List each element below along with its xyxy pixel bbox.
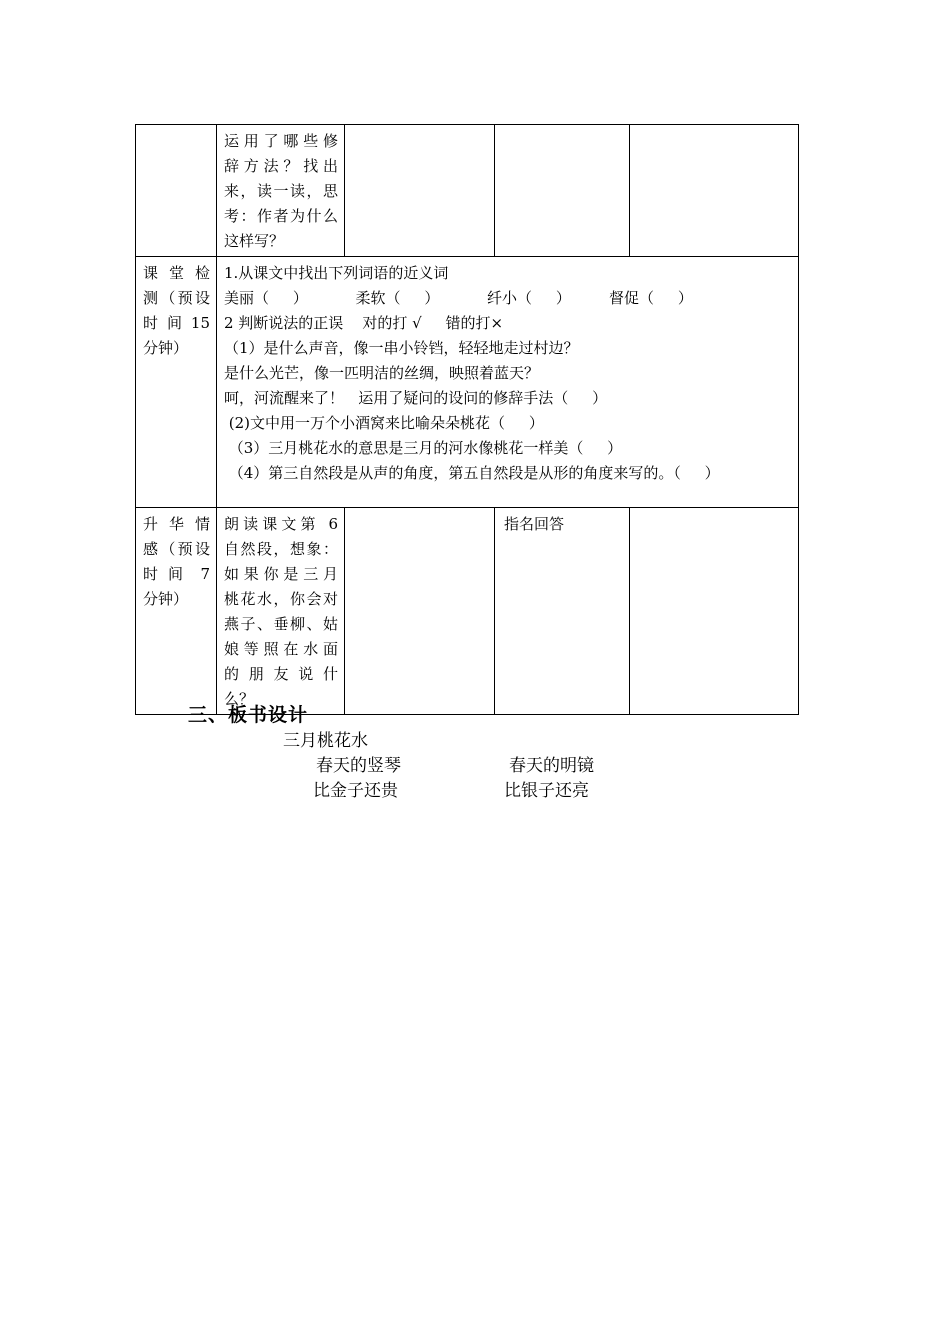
test-line: （4）第三自然段是从声的角度，第五自然段是从形的角度来写的。（ ） <box>224 464 720 482</box>
empty-cell <box>345 508 495 715</box>
label-line: 时 间 15 <box>143 314 210 332</box>
test-line: 呵，河流醒来了！ 运用了疑问的设问的修辞手法（ ） <box>224 389 608 407</box>
row-label-cell <box>136 508 217 715</box>
empty-cell <box>345 125 495 257</box>
classroom-test-cell <box>217 257 799 508</box>
empty-cell <box>495 125 630 257</box>
empty-cell <box>630 508 799 715</box>
lesson-plan-table <box>135 124 799 715</box>
table-row <box>136 125 799 257</box>
board-left-line-1: 春天的竖琴 <box>316 756 401 776</box>
table-row <box>136 508 799 715</box>
row-label-cell <box>136 257 217 508</box>
empty-cell <box>630 125 799 257</box>
label-line: 升 华 情 <box>143 515 210 533</box>
activity-cell <box>217 508 345 715</box>
test-line: 1.从课文中找出下列词语的近义词 <box>224 264 449 282</box>
activity-line: 这样写？ <box>224 232 285 250</box>
activity-line: 来，读一读，思 <box>224 182 338 200</box>
board-right-line-2: 比银子还亮 <box>504 781 589 801</box>
table-row <box>136 257 799 508</box>
activity-line: 朗读课文第 6 <box>224 515 338 533</box>
section-heading: 三、板书设计 <box>188 704 309 726</box>
activity-line: 么？ <box>224 690 255 708</box>
board-title: 三月桃花水 <box>283 731 368 751</box>
test-line: (2)文中用一万个小酒窝来比喻朵朵桃花（ ） <box>224 414 544 432</box>
activity-line: 考：作者为什么 <box>224 207 338 225</box>
activity-line: 桃花水，你会对 <box>224 590 338 608</box>
test-line: 美丽（ ） 柔软（ ） 纤小（ ） 督促（ ） <box>224 289 693 307</box>
label-line: 感（预设 <box>143 540 210 558</box>
activity-line: 娘等照在水面 <box>224 640 338 658</box>
label-line: 课 堂 检 <box>143 264 210 282</box>
activity-line: 运用了哪些修 <box>224 132 338 150</box>
row-label-cell <box>136 125 217 257</box>
answer-method-cell: 指名回答 <box>495 508 630 715</box>
label-line: 分钟） <box>143 590 189 608</box>
board-left-line-2: 比金子还贵 <box>313 781 398 801</box>
test-line: 是什么光芒，像一匹明洁的丝绸，映照着蓝天？ <box>224 364 540 382</box>
test-line: 2 判断说法的正误 对的打 √ 错的打× <box>224 314 504 332</box>
activity-line: 的 朋 友 说 什 <box>224 665 338 683</box>
label-line: 测（预设 <box>143 289 210 307</box>
label-line: 时 间 7 <box>143 565 210 583</box>
activity-cell <box>217 125 345 257</box>
board-right-line-1: 春天的明镜 <box>509 756 594 776</box>
activity-line: 如果你是三月 <box>224 565 338 583</box>
activity-line: 燕子、垂柳、姑 <box>224 615 338 633</box>
activity-line: 辞方法？找出 <box>224 157 338 175</box>
test-line: （3）三月桃花水的意思是三月的河水像桃花一样美（ ） <box>224 439 623 457</box>
activity-line: 自然段，想象： <box>224 540 338 558</box>
test-line: （1）是什么声音，像一串小铃铛，轻轻地走过村边？ <box>224 339 579 357</box>
label-line: 分钟） <box>143 339 189 357</box>
